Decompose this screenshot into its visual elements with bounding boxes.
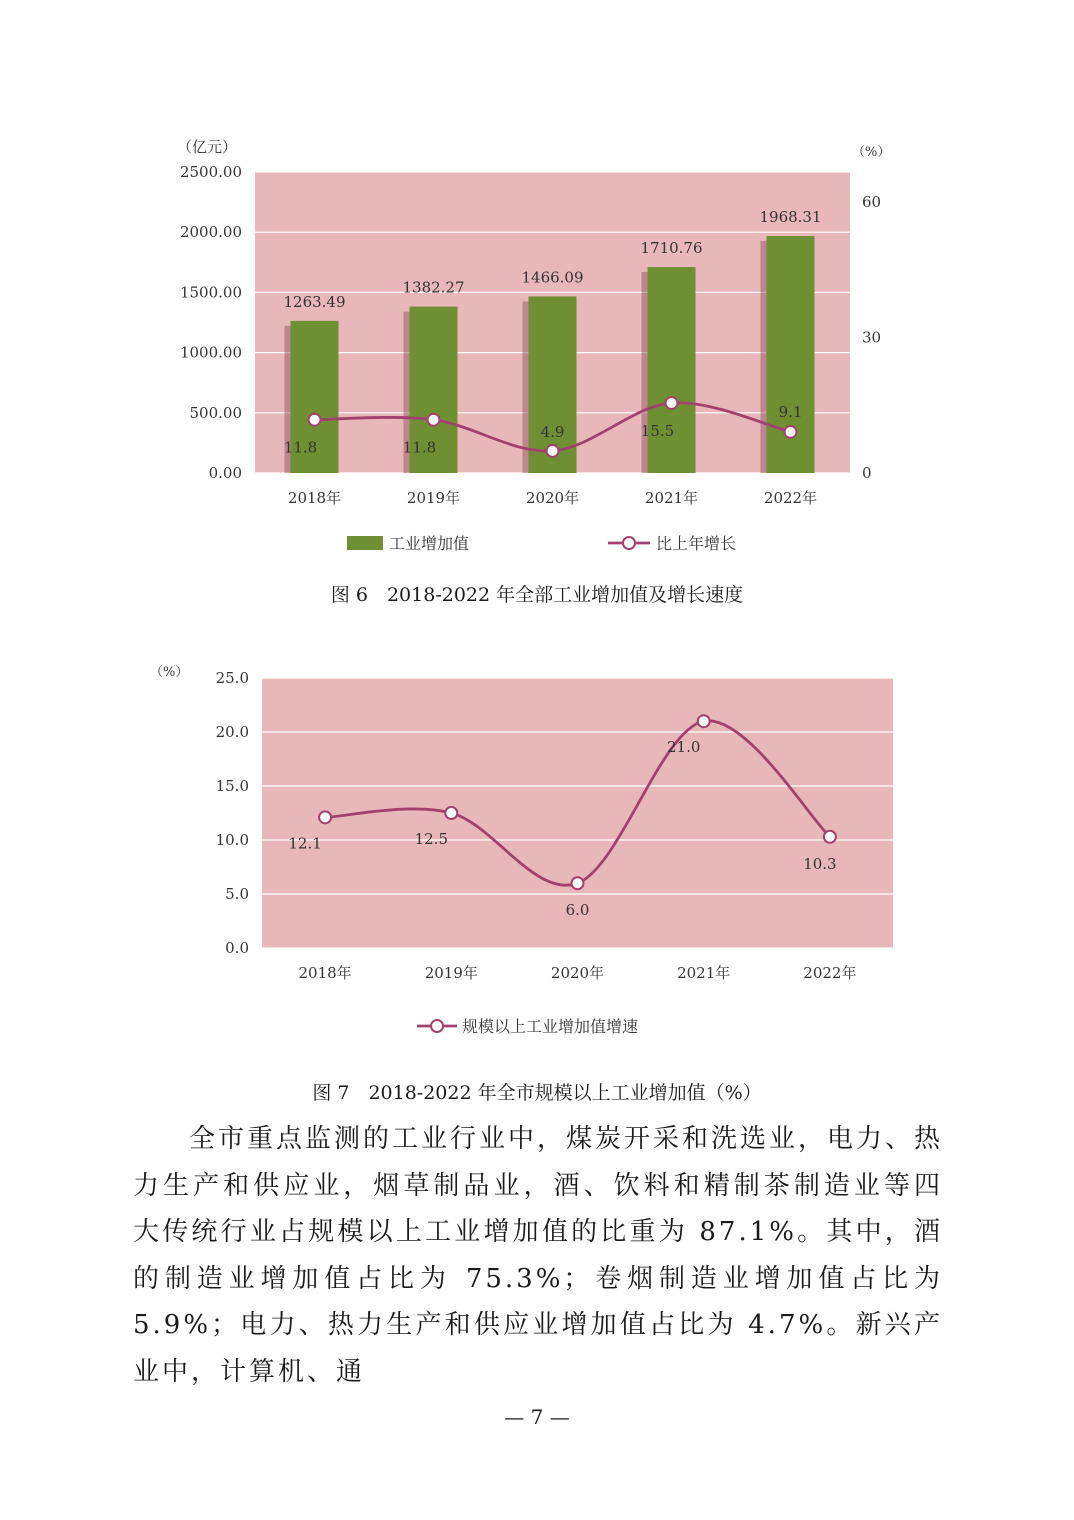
x-axis-tick-label: 2019年 bbox=[406, 489, 461, 507]
growth-data-label: 15.5 bbox=[640, 422, 675, 441]
growth-point bbox=[309, 414, 321, 426]
y2-axis-tick-label: 60 bbox=[862, 193, 882, 212]
y-axis-tick-label: 20.0 bbox=[215, 723, 249, 741]
y-axis-tick-label: 0.00 bbox=[208, 464, 242, 482]
y2-axis-tick-label: 30 bbox=[862, 328, 882, 347]
x-axis-tick-label: 2018年 bbox=[287, 489, 342, 507]
legend-bar-label: 工业增加值 bbox=[389, 534, 470, 553]
body-paragraph-text: 全市重点监测的工业行业中，煤炭开采和洗选业，电力、热力生产和供应业，烟草制品业，酒、饮料和精制茶制造业等四大传统行业占规模以上工业增加值的比重为 87.1%。其中，酒的制造业增加值占比为 75.3%；卷烟制造业增加值占比为 5.9%；电力、热力生产和供应业增加值占比为 4.7%。新兴产业中，计算机、通 bbox=[133, 1124, 944, 1387]
bar-data-label: 1710.76 bbox=[640, 239, 703, 258]
page-number: — 7 — bbox=[504, 1405, 570, 1429]
growth-point bbox=[428, 414, 440, 426]
bar-data-label: 1382.27 bbox=[402, 278, 465, 297]
x-axis-tick-label: 2020年 bbox=[550, 964, 605, 982]
x-axis-tick-label: 2020年 bbox=[525, 489, 580, 507]
growth-data-label: 4.9 bbox=[540, 422, 565, 441]
y-axis-unit: （%） bbox=[150, 665, 189, 680]
x-axis-tick-label: 2019年 bbox=[424, 964, 478, 982]
growth-data-label: 10.3 bbox=[803, 854, 837, 873]
growth-data-label: 12.1 bbox=[288, 834, 322, 853]
y-axis-tick-label: 10.0 bbox=[215, 831, 249, 849]
growth-point bbox=[572, 877, 584, 889]
x-axis-tick-label: 2022年 bbox=[763, 489, 818, 507]
y-axis-unit: （亿元） bbox=[177, 138, 238, 156]
above-scale-growth-chart bbox=[0, 648, 1074, 1058]
growth-point bbox=[698, 715, 710, 727]
legend-bar-swatch bbox=[347, 536, 383, 550]
x-axis-tick-label: 2021年 bbox=[677, 964, 731, 982]
bar-data-label: 1466.09 bbox=[521, 268, 584, 287]
x-axis-tick-label: 2022年 bbox=[803, 964, 857, 982]
growth-data-label: 12.5 bbox=[414, 830, 449, 848]
figure-7-caption: 图 7 2018-2022 年全市规模以上工业增加值（%） bbox=[312, 1082, 762, 1104]
y2-axis-tick-label: 0 bbox=[862, 464, 872, 482]
y-axis-tick-label: 500.00 bbox=[189, 403, 242, 422]
growth-data-label: 21.0 bbox=[666, 738, 701, 757]
body-paragraph bbox=[133, 1116, 943, 1395]
y-axis-tick-label: 2500.00 bbox=[179, 163, 242, 181]
bar-data-label: 1263.49 bbox=[283, 292, 346, 311]
legend-line-label: 比上年增长 bbox=[656, 534, 737, 553]
growth-point bbox=[824, 831, 836, 843]
legend-line-marker bbox=[623, 537, 635, 549]
industrial-value-chart bbox=[0, 120, 1074, 570]
y-axis-tick-label: 1000.00 bbox=[179, 343, 242, 362]
y2-axis-unit: （%） bbox=[852, 145, 891, 160]
figure-6-caption: 图 6 2018-2022 年全部工业增加值及增长速度 bbox=[330, 584, 744, 606]
bar-data-label: 1968.31 bbox=[759, 208, 822, 227]
growth-point bbox=[547, 445, 559, 457]
y-axis-tick-label: 2000.00 bbox=[179, 223, 242, 242]
x-axis-tick-label: 2018年 bbox=[298, 964, 352, 982]
legend-line-marker bbox=[431, 1020, 443, 1032]
growth-data-label: 11.8 bbox=[283, 438, 318, 457]
y-axis-tick-label: 25.0 bbox=[215, 669, 249, 687]
x-axis-tick-label: 2021年 bbox=[644, 489, 699, 507]
growth-point bbox=[666, 397, 678, 409]
growth-data-label: 6.0 bbox=[565, 901, 590, 920]
growth-point bbox=[319, 811, 331, 823]
growth-point bbox=[785, 426, 797, 438]
growth-data-label: 9.1 bbox=[778, 402, 803, 421]
bar bbox=[648, 267, 696, 473]
growth-point bbox=[445, 807, 457, 819]
y-axis-tick-label: 0.0 bbox=[225, 939, 249, 957]
legend-line-label: 规模以上工业增加值增速 bbox=[462, 1017, 639, 1036]
growth-data-label: 11.8 bbox=[402, 438, 437, 457]
y-axis-tick-label: 5.0 bbox=[225, 885, 249, 903]
y-axis-tick-label: 1500.00 bbox=[179, 283, 242, 302]
y-axis-tick-label: 15.0 bbox=[215, 777, 249, 795]
